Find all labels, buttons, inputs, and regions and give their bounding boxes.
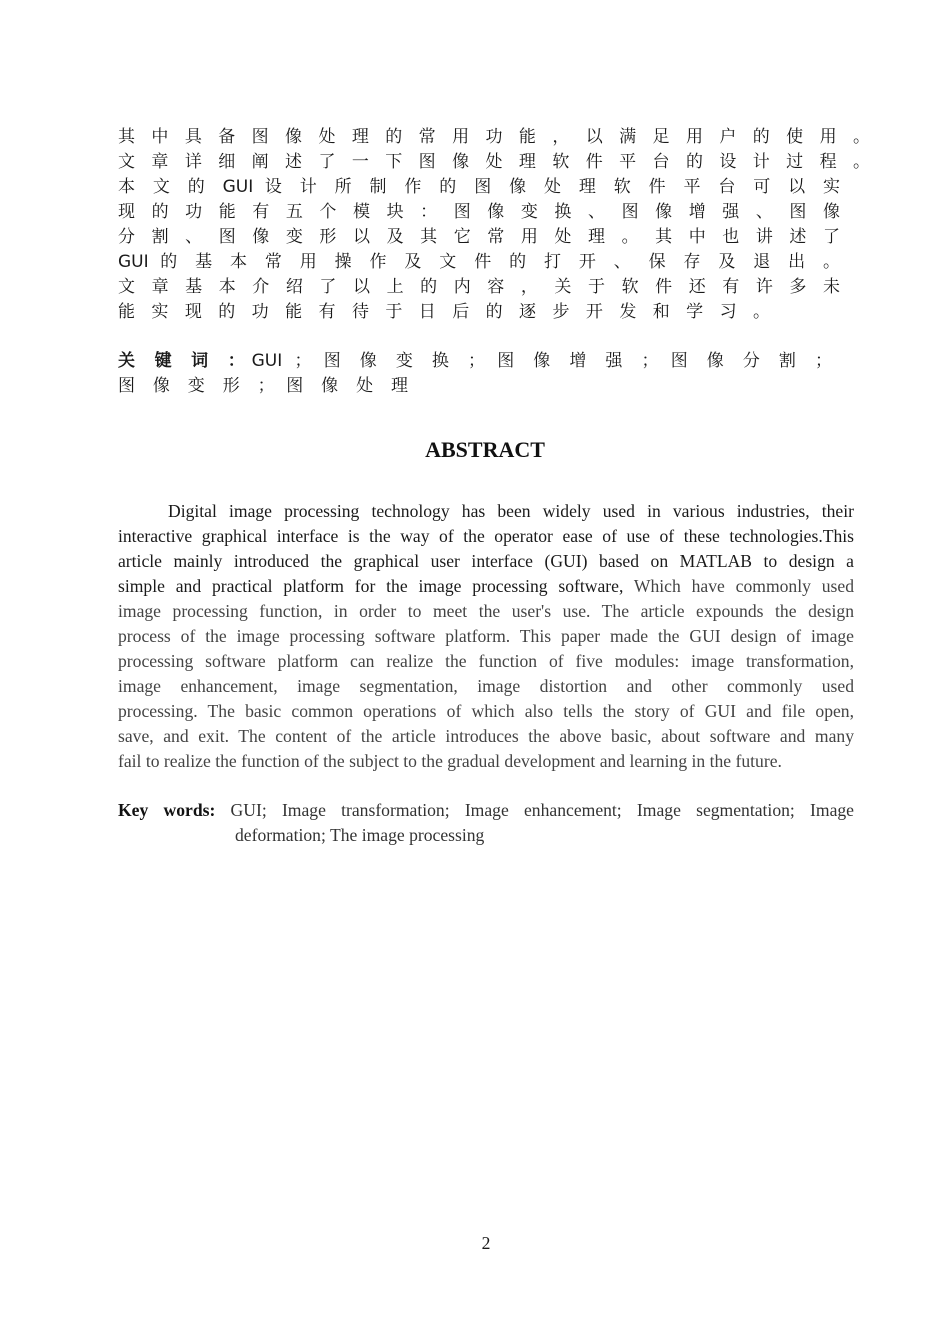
chinese-abstract-line: GUI 的 基 本 常 用 操 作 及 文 件 的 打 开 、 保 存 及 退 出 。 [118, 252, 840, 272]
chinese-abstract-line: 文 章 基 本 介 绍 了 以 上 的 内 容 ， 关 于 软 件 还 有 许 多 未 [118, 277, 840, 297]
abstract-line: article mainly introduced the graphical user interface (GUI) based on MATLAB to design a [118, 551, 854, 571]
chinese-keywords-line-1 [118, 349, 832, 374]
abstract-line: fail to realize the function of the subject to the gradual development and learning in the future. [118, 751, 782, 771]
abstract-line: processing software platform can realize the function of five modules: image transformation, [118, 651, 854, 671]
english-keywords-label: Key words: [118, 800, 216, 820]
chinese-abstract-line: 现 的 功 能 有 五 个 模 块 ： 图 像 变 换 、 图 像 增 强 、 图 像 [118, 202, 840, 222]
abstract-line-4-tail: Which have commonly used [633, 576, 854, 596]
abstract-line: Digital image processing technology has been widely used in various industries, their [168, 501, 854, 521]
chinese-keywords-label: 关 键 词 ： [118, 351, 252, 371]
chinese-abstract-line: 其 中 具 备 图 像 处 理 的 常 用 功 能 ， 以 满 足 用 户 的 使 用 。 [118, 127, 870, 147]
chinese-abstract-line: 能 实 现 的 功 能 有 待 于 日 后 的 逐 步 开 发 和 学 习 。 [118, 302, 770, 322]
chinese-keywords-text: GUI ； 图 像 变 换 ； 图 像 增 强 ； 图 像 分 割 ； [251, 351, 832, 371]
abstract-line-4 [118, 574, 854, 599]
english-keywords-text: GUI; Image transformation; Image enhancement; Image segmentation; Image [215, 800, 854, 820]
english-keywords-line-2: deformation; The image processing [235, 825, 485, 845]
chinese-abstract-line: 本 文 的 GUI 设 计 所 制 作 的 图 像 处 理 软 件 平 台 可 以 实 [118, 177, 840, 197]
abstract-body [118, 499, 854, 774]
abstract-line: image enhancement, image segmentation, image distortion and other commonly used [118, 676, 854, 696]
chinese-keywords [118, 349, 832, 399]
chinese-keywords-line-2: 图 像 变 形 ； 图 像 处 理 [118, 376, 408, 396]
abstract-heading: ABSTRACT [425, 437, 545, 462]
english-keywords-line-1 [118, 798, 854, 823]
chinese-abstract [118, 125, 870, 325]
abstract-line: interactive graphical interface is the way of the operator ease of use of these technologies.This [118, 526, 854, 546]
english-keywords [118, 798, 854, 848]
abstract-line: image processing function, in order to meet the user's use. The article expounds the design [118, 601, 854, 621]
chinese-abstract-line: 文 章 详 细 阐 述 了 一 下 图 像 处 理 软 件 平 台 的 设 计 过 程 。 [118, 152, 870, 172]
abstract-line-4-head: simple and practical platform for the image processing software, [118, 576, 634, 596]
page-number: 2 [481, 1233, 491, 1253]
abstract-line: processing. The basic common operations of which also tells the story of GUI and file open, [118, 701, 854, 721]
abstract-line: save, and exit. The content of the article introduces the above basic, about software and many [118, 726, 854, 746]
chinese-abstract-line: 分 割 、 图 像 变 形 以 及 其 它 常 用 处 理 。 其 中 也 讲 述 了 [118, 227, 840, 247]
abstract-line: process of the image processing software platform. This paper made the GUI design of image [118, 626, 854, 646]
